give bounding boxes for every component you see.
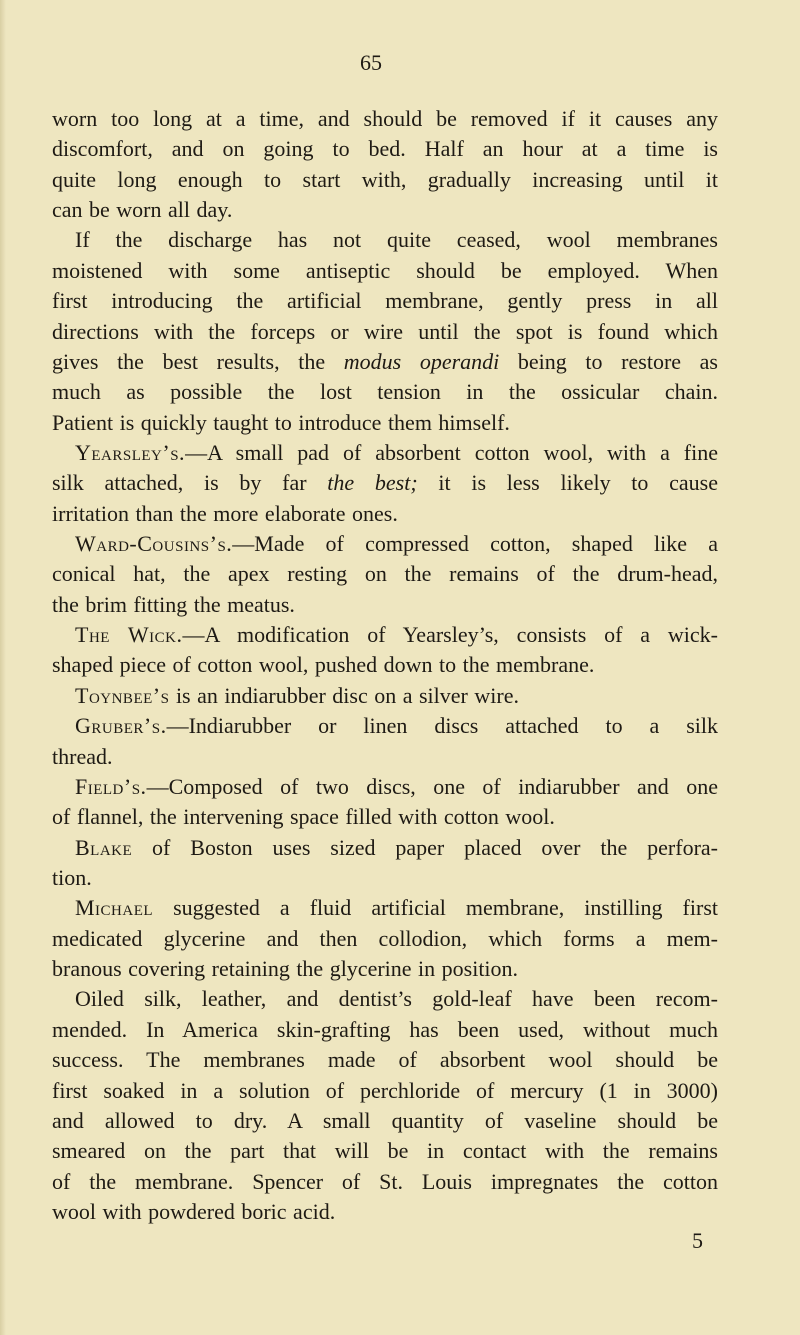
- text-span: worn too long at a time, and should be removed if it causes any: [52, 106, 718, 131]
- text-line: [52, 408, 718, 438]
- text-line: [52, 772, 718, 802]
- text-line: [52, 863, 718, 893]
- page-edge-shadow: [0, 0, 6, 1335]
- text-span: first soaked in a solution of perchloride of mercury (1 in 3000): [52, 1077, 718, 1103]
- text-span: conical hat, the apex resting on the remains of the drum-head,: [52, 561, 718, 587]
- run-in-heading: The Wick.: [75, 622, 183, 648]
- run-in-heading: Toynbee’s: [75, 682, 170, 708]
- run-in-heading: Ward-Cousins’s.: [75, 531, 233, 557]
- run-in-heading: Yearsley’s.: [75, 439, 186, 465]
- text-line: [52, 104, 718, 134]
- text-span: quite long enough to start with, gradually increasing until it: [52, 166, 718, 192]
- text-span: it is less likely to cause: [417, 470, 718, 496]
- text-line: [52, 1106, 718, 1136]
- text-span: moistened with some antiseptic should be employed. When: [52, 257, 718, 283]
- text-line: [52, 984, 718, 1014]
- text-span: —Made of compressed cotton, shaped like a: [232, 531, 718, 557]
- text-span: much as possible the lost tension in the ossicular chain.: [52, 379, 718, 405]
- text-span: —A modification of Yearsley’s, consists of a wick-: [182, 622, 718, 648]
- run-in-heading: Field’s.: [75, 773, 147, 799]
- text-line: [52, 802, 718, 832]
- text-span: —Indiarubber or linen discs attached to a silk: [166, 713, 718, 739]
- text-line: [52, 225, 718, 255]
- text-span: of flannel, the intervening space filled with cotton wool.: [52, 804, 555, 830]
- text-line: [52, 590, 718, 620]
- italic-text: modus operandi: [343, 348, 500, 374]
- text-span: Oiled silk, leather, and dentist’s gold-leaf have been recom-: [75, 986, 718, 1012]
- text-line: [52, 650, 718, 680]
- text-line: [52, 438, 718, 468]
- text-span: is an indiarubber disc on a silver wire.: [169, 682, 519, 708]
- text-span: irritation than the more elaborate ones.: [52, 500, 398, 526]
- text-line: [52, 134, 718, 164]
- text-line: [52, 893, 718, 923]
- text-line: [52, 1197, 718, 1227]
- text-line: [52, 256, 718, 286]
- italic-text: the best;: [327, 470, 418, 496]
- text-line: [52, 499, 718, 529]
- text-span: —Composed of two discs, one of indiarubber and one: [146, 773, 718, 799]
- text-line: [52, 620, 718, 650]
- text-line: [52, 347, 718, 377]
- text-span: mended. In America skin-grafting has been used, without much: [52, 1016, 718, 1042]
- text-line: [52, 468, 718, 498]
- text-span: of the membrane. Spencer of St. Louis impregnates the cotton: [52, 1168, 718, 1194]
- text-line: [52, 1136, 718, 1166]
- text-line: [52, 377, 718, 407]
- text-line: [52, 954, 718, 984]
- page-number: 65: [360, 50, 382, 75]
- text-line: [52, 833, 718, 863]
- run-in-heading: Blake: [75, 834, 133, 860]
- signature-mark: 5: [692, 1228, 703, 1253]
- text-line: [52, 1015, 718, 1045]
- text-line: [52, 742, 718, 772]
- text-line: [52, 924, 718, 954]
- text-span: being to restore as: [499, 348, 718, 374]
- text-span: branous covering retaining the glycerine in position.: [52, 956, 519, 982]
- text-span: first introducing the artificial membrane, gently press in all: [52, 288, 718, 314]
- text-span: tion.: [52, 864, 92, 890]
- text-line: [52, 195, 718, 225]
- text-span: silk attached, is by far: [52, 470, 328, 496]
- text-line: [52, 1045, 718, 1075]
- text-span: can be worn all day.: [52, 197, 233, 223]
- text-span: shaped piece of cotton wool, pushed down to the membrane.: [52, 652, 595, 678]
- text-line: [52, 681, 718, 711]
- text-span: discomfort, and on going to bed. Half an hour at a time is: [52, 136, 718, 162]
- text-span: success. The membranes made of absorbent wool should be: [52, 1047, 718, 1073]
- text-span: of Boston uses sized paper placed over the perfora-: [132, 834, 718, 860]
- text-line: [52, 317, 718, 347]
- text-line: [52, 1167, 718, 1197]
- text-span: If the discharge has not quite ceased, wool membranes: [75, 227, 718, 253]
- run-in-heading: Gruber’s.: [75, 713, 167, 739]
- text-span: directions with the forceps or wire until the spot is found which: [52, 318, 718, 344]
- text-span: —A small pad of absorbent cotton wool, with a fine: [185, 439, 718, 465]
- text-span: wool with powdered boric acid.: [52, 1198, 336, 1224]
- text-line: [52, 559, 718, 589]
- text-span: gives the best results, the: [52, 348, 344, 374]
- text-line: [52, 165, 718, 195]
- text-span: the brim fitting the meatus.: [52, 591, 295, 617]
- text-span: thread.: [52, 743, 113, 769]
- text-line: [52, 286, 718, 316]
- text-span: Patient is quickly taught to introduce them himself.: [52, 409, 510, 435]
- text-line: [52, 529, 718, 559]
- text-span: medicated glycerine and then collodion, which forms a mem-: [52, 925, 718, 951]
- text-line: [52, 1076, 718, 1106]
- text-span: suggested a fluid artificial membrane, instilling first: [153, 895, 718, 921]
- body-text: [52, 104, 718, 1227]
- text-span: smeared on the part that will be in contact with the remains: [52, 1138, 718, 1164]
- text-line: [52, 711, 718, 741]
- run-in-heading: Michael: [75, 895, 154, 921]
- text-span: and allowed to dry. A small quantity of vaseline should be: [52, 1107, 718, 1133]
